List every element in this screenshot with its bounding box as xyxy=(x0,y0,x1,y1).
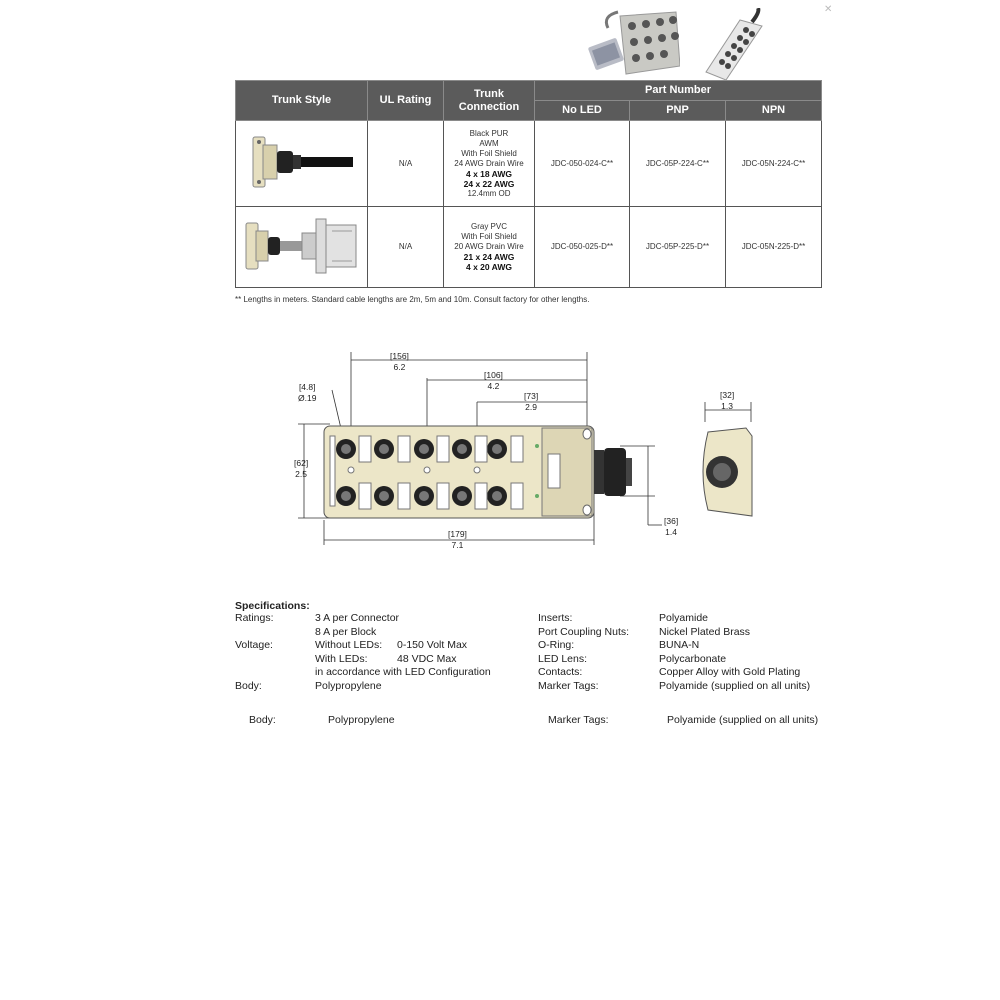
trunk-connection-cell: Black PUR AWM With Foil Shield 24 AWG Drain Wire 4 x 18 AWG 24 x 22 AWG 12.4mm OD xyxy=(444,121,535,207)
spec-label: O-Ring: xyxy=(538,639,575,651)
spec-label: Marker Tags: xyxy=(538,680,599,692)
spec-label: Inserts: xyxy=(538,612,573,624)
bottom-body-label: Body: xyxy=(249,714,276,726)
specifications-title: Specifications: xyxy=(235,600,310,612)
spec-label: Voltage: xyxy=(235,639,273,651)
part-npn-cell: JDC-05N-224-C** xyxy=(726,121,822,207)
trunk-style-image xyxy=(236,121,368,207)
close-icon: ✕ xyxy=(824,4,833,15)
header-ul-rating: UL Rating xyxy=(368,81,444,121)
spec-value: Without LEDs: xyxy=(315,639,383,651)
spec-value: 3 A per Connector xyxy=(315,612,400,624)
trunk-connector-gray-pvc xyxy=(242,211,362,281)
part-number-table xyxy=(235,80,822,288)
bottom-marker-value: Polyamide (supplied on all units) xyxy=(667,714,819,726)
product-photo-white-block xyxy=(700,8,770,80)
header-trunk-style: Trunk Style xyxy=(236,81,368,121)
spec-label: Port Coupling Nuts: xyxy=(538,626,630,638)
table-row xyxy=(236,207,822,288)
bottom-body-value: Polypropylene xyxy=(328,714,395,726)
dim-32: [32] 1.3 xyxy=(720,390,735,411)
dim-36: [36] 1.4 xyxy=(664,516,679,537)
spec-label: LED Lens: xyxy=(538,653,588,665)
header-pnp: PNP xyxy=(630,101,726,121)
dim-73: [73] 2.9 xyxy=(524,391,539,412)
trunk-connection-cell: Gray PVC With Foil Shield 20 AWG Drain Wire 21 x 24 AWG 4 x 20 AWG xyxy=(444,207,535,288)
spec-value: With LEDs: xyxy=(315,653,368,665)
ul-rating-cell: N/A xyxy=(368,207,444,288)
spec-value-extra: 0-150 Volt Max xyxy=(397,639,468,651)
ul-rating-cell: N/A xyxy=(368,121,444,207)
header-part-number: Part Number xyxy=(535,81,822,101)
spec-label: Ratings: xyxy=(235,612,274,624)
dimension-drawing xyxy=(290,350,770,560)
dim-106: [106] 4.2 xyxy=(484,370,503,391)
spec-label: Contacts: xyxy=(538,666,583,678)
trunk-style-image xyxy=(236,207,368,288)
part-pnp-cell: JDC-05P-225-D** xyxy=(630,207,726,288)
product-photo-gray-block xyxy=(588,8,680,78)
part-npn-cell: JDC-05N-225-D** xyxy=(726,207,822,288)
spec-value: in accordance with LED Configuration xyxy=(315,666,491,678)
footnote: ** Lengths in meters. Standard cable lengths are 2m, 5m and 10m. Consult factory for other lengths. xyxy=(235,295,590,304)
part-no-led-cell: JDC-050-025-D** xyxy=(535,207,630,288)
dim-156: [156] 6.2 xyxy=(390,351,409,372)
trunk-connector-black-pur xyxy=(247,127,357,197)
spec-value: Polypropylene xyxy=(315,680,382,692)
spec-value: Polyamide xyxy=(659,612,709,624)
spec-value: Polyamide (supplied on all units) xyxy=(659,680,811,692)
spec-value: Nickel Plated Brass xyxy=(659,626,751,638)
part-no-led-cell: JDC-050-024-C** xyxy=(535,121,630,207)
spec-value-extra: 48 VDC Max xyxy=(397,653,457,665)
header-no-led: No LED xyxy=(535,101,630,121)
header-npn: NPN xyxy=(726,101,822,121)
part-pnp-cell: JDC-05P-224-C** xyxy=(630,121,726,207)
dim-62: [62] 2.5 xyxy=(294,458,309,479)
spec-value: Copper Alloy with Gold Plating xyxy=(659,666,801,678)
dim-4-8: [4.8] Ø.19 xyxy=(298,382,317,403)
spec-value: Polycarbonate xyxy=(659,653,727,665)
spec-value: BUNA-N xyxy=(659,639,700,651)
bottom-marker-label: Marker Tags: xyxy=(548,714,609,726)
header-trunk-connection: Trunk Connection xyxy=(444,81,535,121)
table-row xyxy=(236,121,822,207)
spec-value: 8 A per Block xyxy=(315,626,377,638)
spec-label: Body: xyxy=(235,680,262,692)
dim-179: [179] 7.1 xyxy=(448,529,467,550)
